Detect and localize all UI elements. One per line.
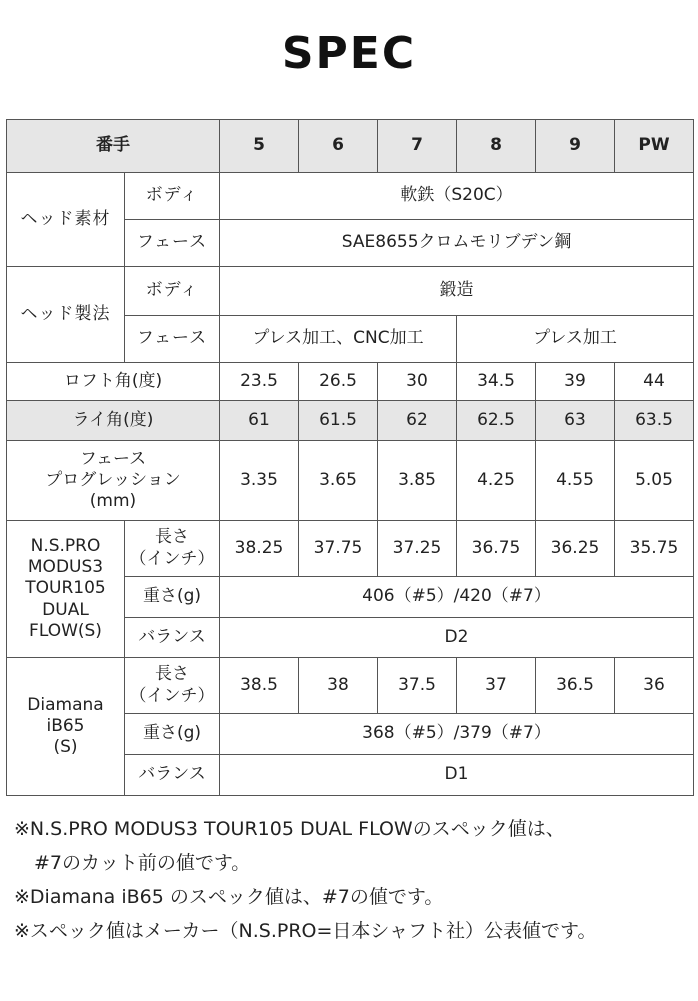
progression-label [7, 441, 220, 521]
shaft2-length-value: 37 [457, 658, 536, 714]
header-col: 7 [378, 120, 457, 173]
header-col: PW [615, 120, 694, 173]
shaft1-weight-value: 406（#5）/420（#7） [220, 577, 694, 618]
lie-value: 63.5 [615, 401, 694, 441]
loft-value: 30 [378, 363, 457, 401]
head-method-face-label: フェース [125, 316, 220, 363]
progression-value: 3.85 [378, 441, 457, 521]
shaft1-length-row [7, 521, 694, 577]
head-method-body-label: ボディ [125, 267, 220, 316]
shaft1-length-value: 35.75 [615, 521, 694, 577]
header-row [7, 120, 694, 173]
shaft2-weight-label: 重さ(g) [125, 714, 220, 755]
shaft2-length-value: 38 [299, 658, 378, 714]
head-material-face-value: SAE8655クロムモリブデン鋼 [220, 220, 694, 267]
shaft2-name-line: (S) [53, 737, 78, 758]
loft-label: ロフト角(度) [7, 363, 220, 401]
shaft1-weight-label: 重さ(g) [125, 577, 220, 618]
lie-label: ライ角(度) [7, 401, 220, 441]
shaft2-length-row [7, 658, 694, 714]
shaft1-length-value: 36.75 [457, 521, 536, 577]
shaft2-length-value: 37.5 [378, 658, 457, 714]
shaft2-balance-label: バランス [125, 755, 220, 796]
spec-table [6, 119, 694, 796]
shaft1-balance-value: D2 [220, 618, 694, 658]
progression-value: 3.35 [220, 441, 299, 521]
notes [14, 812, 694, 948]
header-col: 9 [536, 120, 615, 173]
shaft2-name [7, 658, 125, 796]
header-col: 6 [299, 120, 378, 173]
loft-value: 39 [536, 363, 615, 401]
note-line: #7のカット前の値です。 [34, 852, 251, 874]
note-line: ※N.S.PRO MODUS3 TOUR105 DUAL FLOWのスペック値は、 [14, 818, 565, 840]
header-col: 8 [457, 120, 536, 173]
head-method-body-row [7, 267, 694, 316]
lie-row [7, 401, 694, 441]
shaft2-name-line: Diamana [27, 694, 104, 715]
shaft1-length-label-line: 長さ [155, 527, 189, 548]
shaft2-length-value: 38.5 [220, 658, 299, 714]
progression-value: 4.55 [536, 441, 615, 521]
progression-value: 5.05 [615, 441, 694, 521]
shaft1-name-line: MODUS3 [27, 557, 104, 578]
shaft2-length-label-line: 長さ [155, 664, 189, 685]
loft-value: 34.5 [457, 363, 536, 401]
shaft1-length-label-line: （インチ） [129, 548, 215, 569]
loft-value: 26.5 [299, 363, 378, 401]
lie-value: 63 [536, 401, 615, 441]
note-line: ※スペック値はメーカー（N.S.PRO=日本シャフト社）公表値です。 [14, 920, 597, 942]
shaft1-name [7, 521, 125, 658]
head-method-face-value-b: プレス加工 [457, 316, 694, 363]
head-material-body-row [7, 173, 694, 220]
head-material-body-label: ボディ [125, 173, 220, 220]
shaft1-length-value: 37.25 [378, 521, 457, 577]
shaft2-length-label-line: （インチ） [129, 685, 215, 706]
shaft2-weight-value: 368（#5）/379（#7） [220, 714, 694, 755]
lie-value: 61.5 [299, 401, 378, 441]
shaft2-length-value: 36.5 [536, 658, 615, 714]
shaft1-name-line: TOUR105 [25, 578, 106, 599]
shaft1-name-line: N.S.PRO [30, 535, 101, 556]
loft-value: 23.5 [220, 363, 299, 401]
page-title: SPEC [281, 28, 417, 79]
progression-label-line: (mm) [89, 491, 137, 512]
loft-value: 44 [615, 363, 694, 401]
shaft2-length-label [125, 658, 220, 714]
shaft1-balance-label: バランス [125, 618, 220, 658]
lie-value: 62.5 [457, 401, 536, 441]
progression-label-line: プログレッション [45, 469, 181, 490]
header-label: 番手 [7, 120, 220, 173]
head-method-face-value-a: プレス加工、CNC加工 [220, 316, 457, 363]
head-material-label: ヘッド素材 [7, 173, 125, 267]
shaft1-length-value: 36.25 [536, 521, 615, 577]
shaft2-length-value: 36 [615, 658, 694, 714]
header-col: 5 [220, 120, 299, 173]
progression-value: 3.65 [299, 441, 378, 521]
shaft2-name-line: iB65 [46, 715, 85, 736]
head-material-face-label: フェース [125, 220, 220, 267]
shaft2-balance-value: D1 [220, 755, 694, 796]
head-method-label: ヘッド製法 [7, 267, 125, 363]
lie-value: 61 [220, 401, 299, 441]
head-method-body-value: 鍛造 [220, 267, 694, 316]
note-line: ※Diamana iB65 のスペック値は、#7の値です。 [14, 886, 444, 908]
progression-label-line: フェース [79, 448, 147, 469]
shaft1-length-label [125, 521, 220, 577]
shaft1-length-value: 38.25 [220, 521, 299, 577]
shaft1-name-line: FLOW(S) [29, 620, 102, 641]
head-material-body-value: 軟鉄（S20C） [220, 173, 694, 220]
progression-row [7, 441, 694, 521]
progression-value: 4.25 [457, 441, 536, 521]
shaft1-name-line: DUAL [42, 599, 89, 620]
lie-value: 62 [378, 401, 457, 441]
shaft1-length-value: 37.75 [299, 521, 378, 577]
loft-row [7, 363, 694, 401]
